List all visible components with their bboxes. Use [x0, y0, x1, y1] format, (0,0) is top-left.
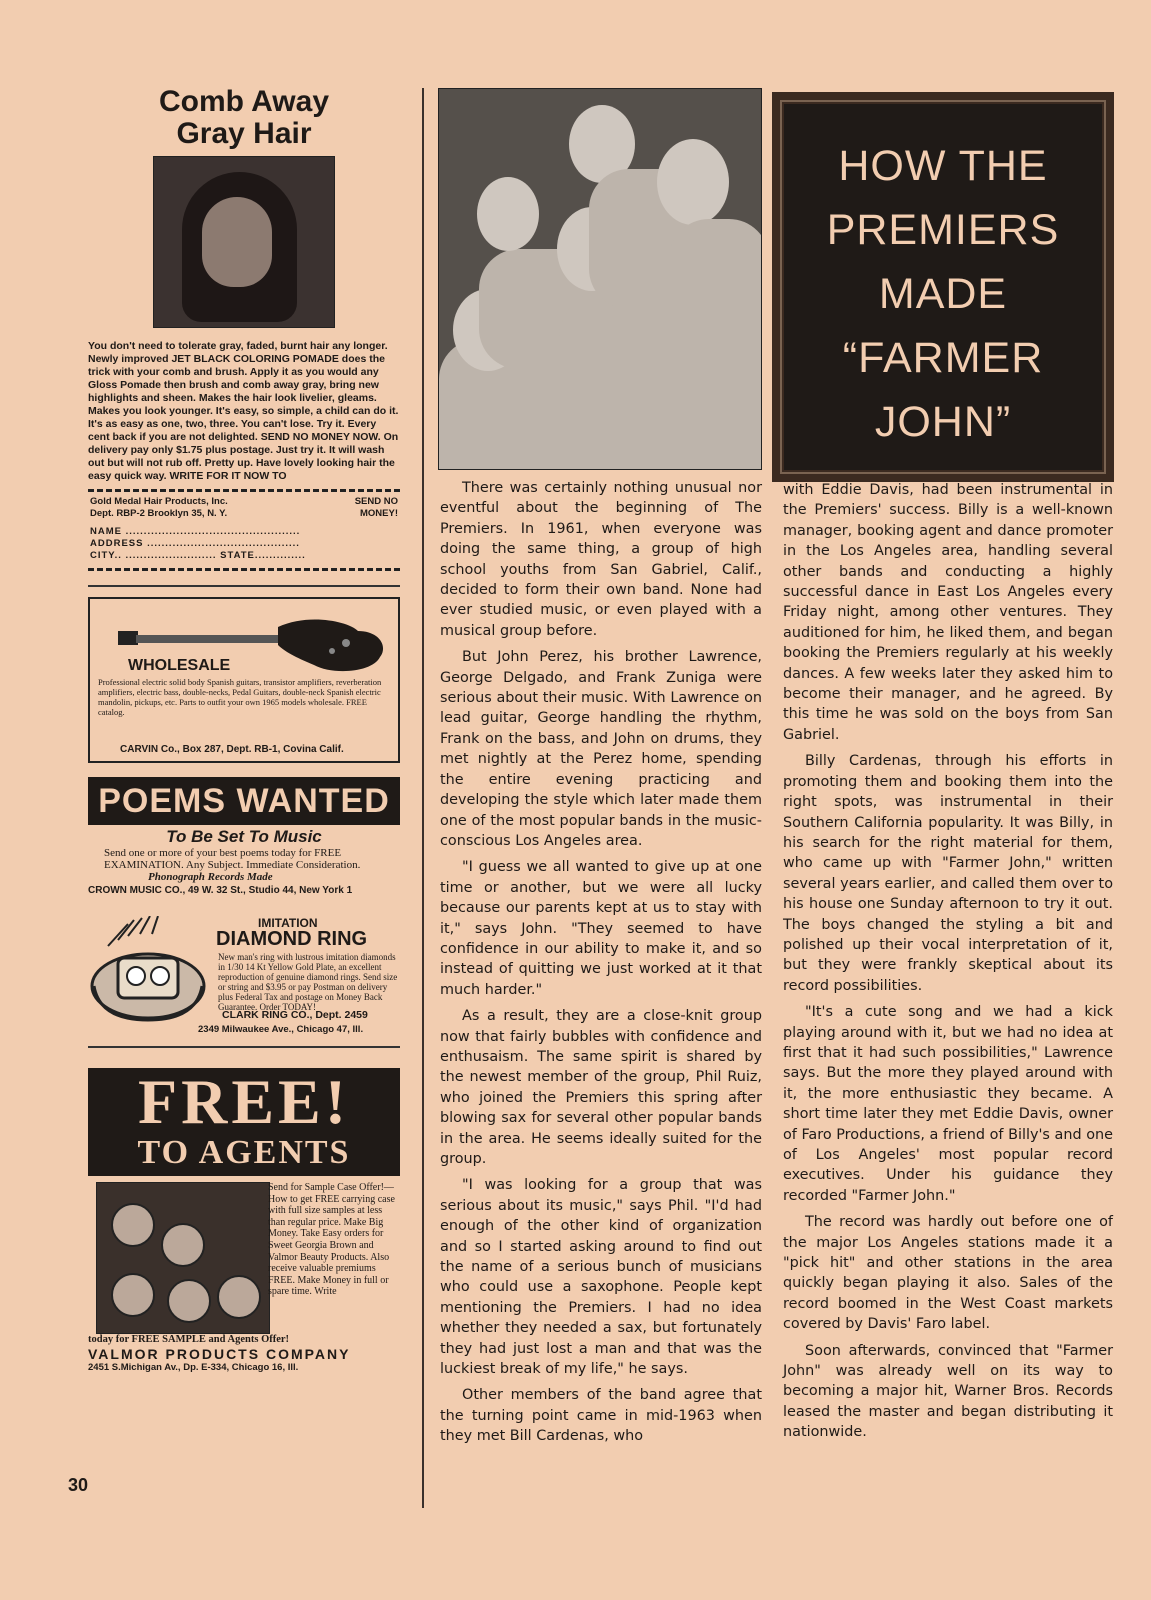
- article-title-frame: [772, 92, 1114, 482]
- ring-title-diamond: DIAMOND RING: [216, 928, 368, 950]
- title-line: HOW THE: [838, 142, 1048, 190]
- premiers-band-photo: [438, 88, 762, 470]
- paragraph: "I guess we all wanted to give up at one time or another, but we were all lucky because our parents kept at us to stay with it," says John. "They seemed to have confidence in our ability to make it, and so instead of quitting we just worked at it that much harder.": [440, 859, 762, 998]
- sample-case-image: [96, 1182, 270, 1334]
- paragraph: Soon afterwards, convinced that "Farmer John" was already well on its way to becoming a major hit, Warner Bros. Records leased the master and began distributing it nationwide.: [783, 1342, 1113, 1441]
- coupon-company: Gold Medal Hair Products, Inc.: [90, 496, 228, 507]
- paragraph: But John Perez, his brother Lawrence, George Delgado, and Frank Zuniga were serious about their music. With Lawrence on lead guitar, George handling the rhythm, Frank on the bass, and John on drums, they met nightly at the Perez home, spending the entire evening practicing and developing the style which later made them one of the most popular bands in the music-conscious Los Angeles area.: [440, 649, 762, 849]
- paragraph: Billy Cardenas, through his efforts in promoting them and booking them into the right spots, was instrumental in their Southern California popularity. It was Billy, in his search for the right material for them, who came up with "Farmer John," written several years earlier, and called them over to his house one Sunday afternoon to try it out. The boys changed the styling a bit and polished up their vocal interpretation of it, but they were frankly skeptical about its record possibilities.: [783, 753, 1113, 994]
- article-title: [784, 134, 1102, 454]
- coupon-money: MONEY!: [360, 508, 398, 519]
- wholesale-heading: WHOLESALE: [128, 657, 231, 674]
- paragraph: There was certainly nothing unusual nor eventful about the beginning of The Premiers. In 1961, when everyone was doing the same thing, a group of high school youths from San Gabriel, Calif., decided to form their own band. None had ever studied music, or even played with a musical group before.: [440, 480, 762, 639]
- valmor-company: VALMOR PRODUCTS COMPANY: [88, 1346, 351, 1362]
- title-line: JOHN”: [874, 398, 1012, 446]
- free-ad-body: Send for Sample Case Offer!— How to get FREE carrying case with full size samples at less than regular price. Make Big Money. Take Easy orders for Sweet Georgia Brown and Valmor Beauty Products. Also receive valuable premiums FREE. Make Money in full or spare time. Write: [268, 1182, 395, 1298]
- poems-body: Send one or more of your best poems today for FREE EXAMINATION. Any Subject. Immediate Consideration.: [104, 847, 361, 871]
- diamond-ring-icon: [88, 916, 208, 1026]
- coupon-dept: Dept. RBP-2 Brooklyn 35, N. Y.: [90, 508, 228, 519]
- order-coupon: [88, 489, 400, 571]
- ad-divider: [88, 585, 400, 587]
- paragraph: As a result, they are a close-knit group now that fairly bubbles with confidence and enthusaism. The same spirit is shared by the newest member of the group, Phil Ruiz, who joined the Premiers this spring after blowing sax for several other popular bands in the area. He seems ideally suited for the group.: [440, 1008, 762, 1167]
- carvin-address: CARVIN Co., Box 287, Dept. RB-1, Covina Calif.: [120, 744, 344, 755]
- article-column-2: [783, 480, 1113, 1443]
- paragraph: "It's a cute song and we had a kick playing around with it, but we had no idea at first that it had such possibilities," Lawrence says. But the more they played around with it, the more enthusiastic they became. A short time later they met Eddie Davis, owner of Faro Productions, a friend of Billy's and one of Los Angeles' most popular record executives. Under his guidance they recorded "Farmer John.": [783, 1004, 1113, 1204]
- page-number: 30: [68, 1475, 89, 1495]
- poems-subtitle: To Be Set To Music: [166, 827, 322, 846]
- diamond-ring-ad: [88, 906, 400, 1048]
- paragraph: Other members of the band agree that the turning point came in mid-1963 when they met Bill Cardenas, who: [440, 1387, 762, 1445]
- column-divider: [422, 88, 424, 1508]
- comb-title-line2: Gray Hair: [176, 117, 312, 150]
- free-to-agents-ad: [88, 1068, 400, 1373]
- article-column-1: [440, 478, 762, 1447]
- free-subhead: TO AGENTS: [137, 1134, 351, 1171]
- valmor-address: 2451 S.Michigan Av., Dp. E-334, Chicago 16, Ill.: [88, 1362, 299, 1373]
- advertisement-column: [88, 80, 400, 1373]
- free-headline: FREE!: [138, 1066, 350, 1137]
- title-line: “FARMER: [842, 334, 1044, 382]
- comb-title-line1: Comb Away: [158, 85, 330, 118]
- ring-company: CLARK RING CO., Dept. 2459: [222, 1009, 368, 1021]
- poems-wanted-ad: [88, 777, 400, 896]
- coupon-send-no: SEND NO: [354, 496, 398, 507]
- comb-ad-body: You don't need to tolerate gray, faded, burnt hair any longer. Newly improved JET BLACK COLORING POMADE does the trick with your comb and brush. Apply it as you would any Gloss Pomade then brush and comb away gray, bring new highlights and sheen. Makes the hair look livelier, gleams. Makes you look younger. It's easy, so simple, a child can do it. It's as easy as one, two, three. You can't lose. Try it. Every cent back if you are not delighted. SEND NO MONEY NOW. On delivery pay only $1.75 plus postage. Just try it. It will wash out but will not rub off. Pretty up. Have lovely looking hair the easy quick way. WRITE FOR IT NOW TO: [88, 340, 399, 482]
- poems-address: CROWN MUSIC CO., 49 W. 32 St., Studio 44, New York 1: [88, 885, 353, 896]
- comb-away-ad: [88, 86, 400, 571]
- ring-address: 2349 Milwaukee Ave., Chicago 47, Ill.: [198, 1024, 364, 1035]
- title-line: MADE: [878, 270, 1008, 318]
- poems-records: Phonograph Records Made: [148, 871, 273, 883]
- title-line: PREMIERS: [826, 206, 1060, 254]
- free-sample-line: today for FREE SAMPLE and Agents Offer!: [88, 1334, 290, 1345]
- paragraph: "I was looking for a group that was serious about its music," says Phil. "I'd had enough of the other kind of organization and so I started asking around to find out the name of a serious bunch of musicians who could use a saxophone. People kept mentioning the Premiers. I had no idea whether they needed a sax, but fortunately they had just lost a man and that was the luckiest break of my life," he says.: [440, 1177, 762, 1378]
- carvin-ad-body: Professional electric solid body Spanish guitars, transistor amplifiers, reverberation amplifiers, electric bass, double-necks, Pedal Guitars, double-neck Spanish electric mandolin, pickups, etc. Parts to outfit your own 1965 models wholesale. FREE catalog.: [98, 677, 382, 717]
- paragraph: with Eddie Davis, had been instrumental in the Premiers' success. Billy is a well-known manager, booking agent and dance promoter in the Los Angeles area, handling several other bands and conducting a highly successful dance in East Los Angeles every Friday night, among other ventures. They auditioned for him, he liked them, and began booking the Premiers regularly at his weekly dances. A few weeks later they asked him to become their manager, and he agreed. By this time he was sold on the boys from San Gabriel.: [783, 482, 1113, 743]
- free-headline-block: [88, 1068, 400, 1176]
- woman-photo: [153, 156, 335, 328]
- coupon-name-field: NAME ................................................: [90, 526, 301, 537]
- carvin-guitar-ad: [88, 597, 400, 763]
- poems-banner: POEMS WANTED: [88, 777, 400, 825]
- comb-ad-title: [88, 86, 400, 150]
- ring-title-imitation: IMITATION: [258, 916, 318, 930]
- paragraph: The record was hardly out before one of the major Los Angeles stations made it a "pick hit" and other stations in the area quickly began playing it also. Sales of the record boomed in the West Coast markets covered by Davis' Faro label.: [783, 1214, 1113, 1333]
- coupon-city-field: CITY.. ......................... STATE..............: [90, 550, 306, 561]
- coupon-address-field: ADDRESS ..........................................: [90, 538, 300, 549]
- ring-ad-body: New man's ring with lustrous imitation diamonds in 1/30 14 Kt Yellow Gold Plate, an excellent reproduction of genuine diamond rings. Send size or string and $3.95 or pay Postman on delivery plus Federal Tax and postage on Money Back Guarantee. Order TODAY!: [218, 952, 398, 1012]
